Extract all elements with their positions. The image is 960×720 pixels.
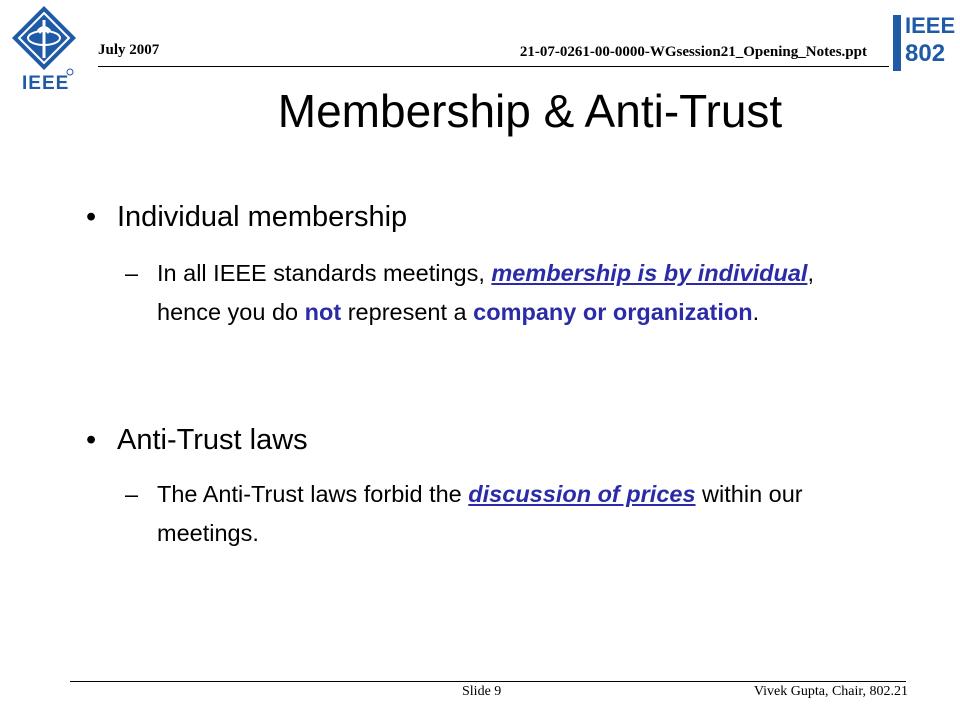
header-document-id: 21-07-0261-00-0000-WGsession21_Opening_Notes.ppt: [519, 44, 867, 60]
bullet-anti-trust-laws: [86, 424, 308, 457]
bullet-individual-membership: [86, 201, 407, 234]
emphasis-not: not: [304, 299, 342, 325]
sub-bullet-text: In all IEEE standards meetings, membership is by individual, hence you do not represent a company or organization.: [157, 260, 814, 325]
ieee-logo-text: IEEE: [22, 73, 70, 94]
slide-title: Membership & Anti-Trust: [277, 85, 783, 137]
bullet-marker: •: [86, 201, 97, 233]
footer-author: Vivek Gupta, Chair, 802.21: [753, 684, 908, 699]
discussion-of-prices-link: discussion of prices: [468, 481, 696, 507]
bullet-heading: Anti-Trust laws: [117, 424, 308, 456]
footer-slide-number: Slide 9: [462, 684, 502, 699]
ieee802-logo-bar: [893, 15, 901, 71]
sub-bullet-dash: –: [125, 260, 139, 286]
ieee-logo: [8, 4, 80, 96]
footer-divider: [70, 681, 906, 682]
bullet-heading: Individual membership: [117, 201, 408, 233]
membership-is-by-individual-link: membership is by individual: [491, 260, 808, 286]
sub-bullet-membership: [125, 254, 845, 332]
ieee802-logo-line2: 802: [905, 40, 946, 67]
ieee802-logo: [891, 12, 956, 74]
sub-bullet-dash: –: [125, 481, 139, 507]
bullet-marker: •: [86, 424, 97, 456]
sub-bullet-text: The Anti-Trust laws forbid the discussion of prices within our meetings.: [157, 481, 803, 546]
ieee802-logo-line1: IEEE: [905, 13, 956, 38]
header-divider: [98, 66, 889, 67]
sub-bullet-anti-trust: [125, 475, 845, 553]
emphasis-company-or-organization: company or organization: [473, 299, 753, 325]
header-date: July 2007: [98, 42, 160, 58]
